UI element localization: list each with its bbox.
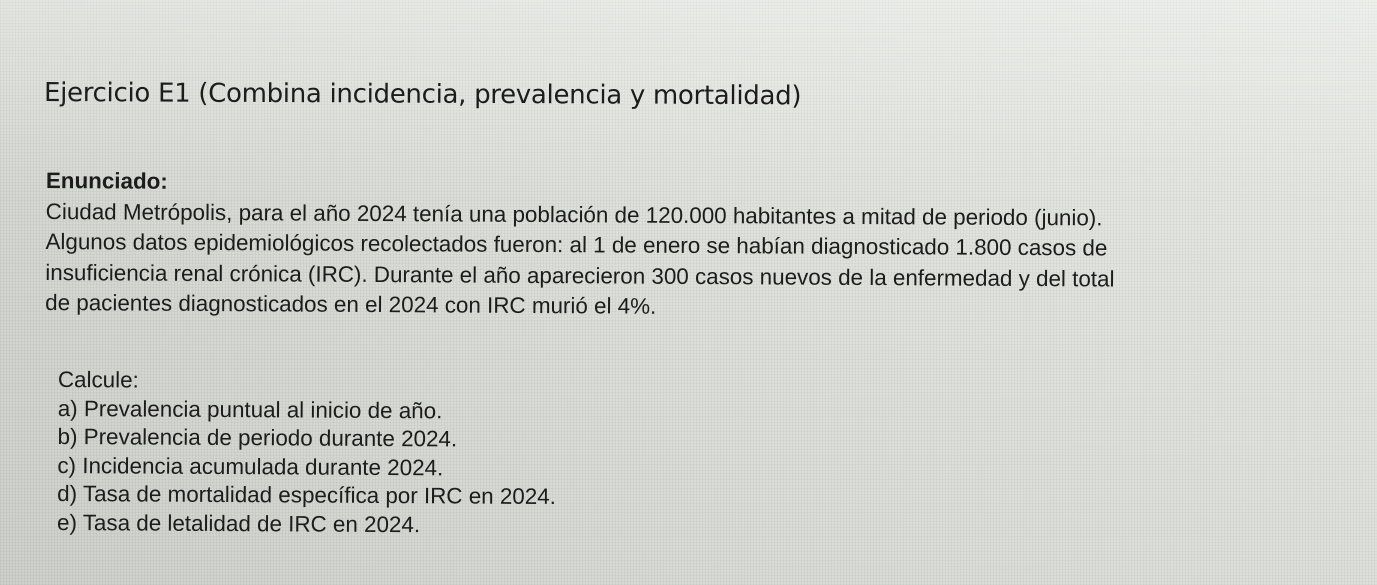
- questions-section: [57, 366, 557, 540]
- statement-line: Algunos datos epidemiológicos recolectados fueron: al 1 de enero se habían diagnosticado 1.800 casos de: [45, 228, 1108, 261]
- question-item: d) Tasa de mortalidad específica por IRC en 2024.: [57, 480, 556, 510]
- statement-line: Ciudad Metrópolis, para el año 2024 tenía una población de 120.000 habitantes a mitad de periodo (junio).: [45, 198, 1103, 230]
- question-item: b) Prevalencia de periodo durante 2024.: [57, 423, 458, 452]
- questions-label: Calcule:: [57, 366, 139, 393]
- questions-list: [57, 394, 557, 540]
- statement-heading: Enunciado:: [45, 167, 168, 194]
- question-item: e) Tasa de letalidad de IRC en 2024.: [56, 509, 421, 537]
- problem-statement: [45, 166, 1366, 327]
- statement-line: insuficiencia renal crónica (IRC). Durante el año aparecieron 300 casos nuevos de la enfermedad y del total: [45, 259, 1115, 292]
- statement-line: de pacientes diagnosticados en el 2024 con IRC murió el 4%.: [45, 289, 657, 319]
- question-item: a) Prevalencia puntual al inicio de año.: [57, 395, 443, 423]
- exercise-title: Ejercicio E1 (Combina incidencia, prevalencia y mortalidad): [43, 78, 802, 112]
- question-item: c) Incidencia acumulada durante 2024.: [57, 452, 444, 480]
